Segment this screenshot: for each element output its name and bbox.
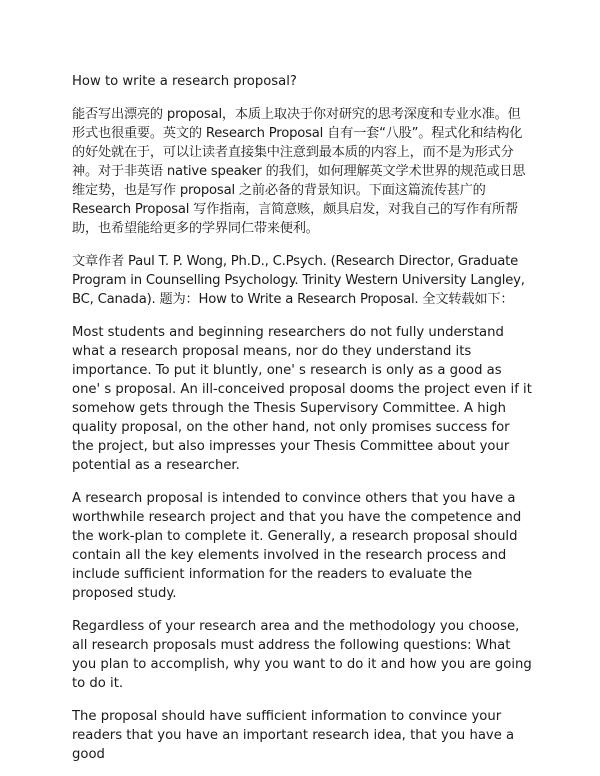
body-paragraph-1: Most students and beginning researchers do not fully understand what a research proposal means, nor do they understand its importance. To put it bluntly, one' s research is only as a good as one' s proposal. An ill-conceived proposal dooms the project even if it somehow gets through the Thesis Supervisory Committee. A high quality proposal, on the other hand, not only promises success for the project, but also impresses your Thesis Committee about your potential as a researcher. bbox=[72, 325, 532, 473]
document-title: How to write a research proposal? bbox=[72, 74, 297, 89]
intro-paragraph: 能否写出漂亮的 proposal，本质上取决于你对研究的思考深度和专业水准。但形式也很重要。英文的 Research Proposal 自有一套“八股”。程式化和结构化的好处就在于，可以让读者直接集中注意到最本质的内容上，而不是为形式分神。对于非英语 native speaker 的我们，如何理解英文学术世界的规范或日思维定势，也是写作 proposal 之前必备的背景知识。下面这篇流传甚广的 Research Proposal 写作指南，言简意赅，颇具启发，对我自己的写作有所帮助，也希望能给更多的学界同仁带来便利。 bbox=[72, 107, 526, 236]
document-body bbox=[72, 72, 532, 764]
body-paragraph-2: A research proposal is intended to convince others that you have a worthwhile research project and that you have the competence and the work-plan to complete it. Generally, a research proposal should contain all the key elements involved in the research process and include sufficient information for the readers to evaluate the proposed study. bbox=[72, 491, 522, 601]
author-paragraph: 文章作者 Paul T. P. Wong, Ph.D., C.Psych. (Research Director, Graduate Program in Counselling Psychology. Trinity Western University Langley, BC, Canada). 题为：How to Write a Research Proposal. 全文转载如下： bbox=[72, 254, 525, 307]
body-paragraph-3: Regardless of your research area and the methodology you choose, all research proposals must address the following questions: What you plan to accomplish, why you want to do it and how you are going to do it. bbox=[72, 619, 532, 691]
body-paragraph-4: The proposal should have sufficient information to convince your readers that you have an important research idea, that you have a good bbox=[72, 709, 515, 762]
